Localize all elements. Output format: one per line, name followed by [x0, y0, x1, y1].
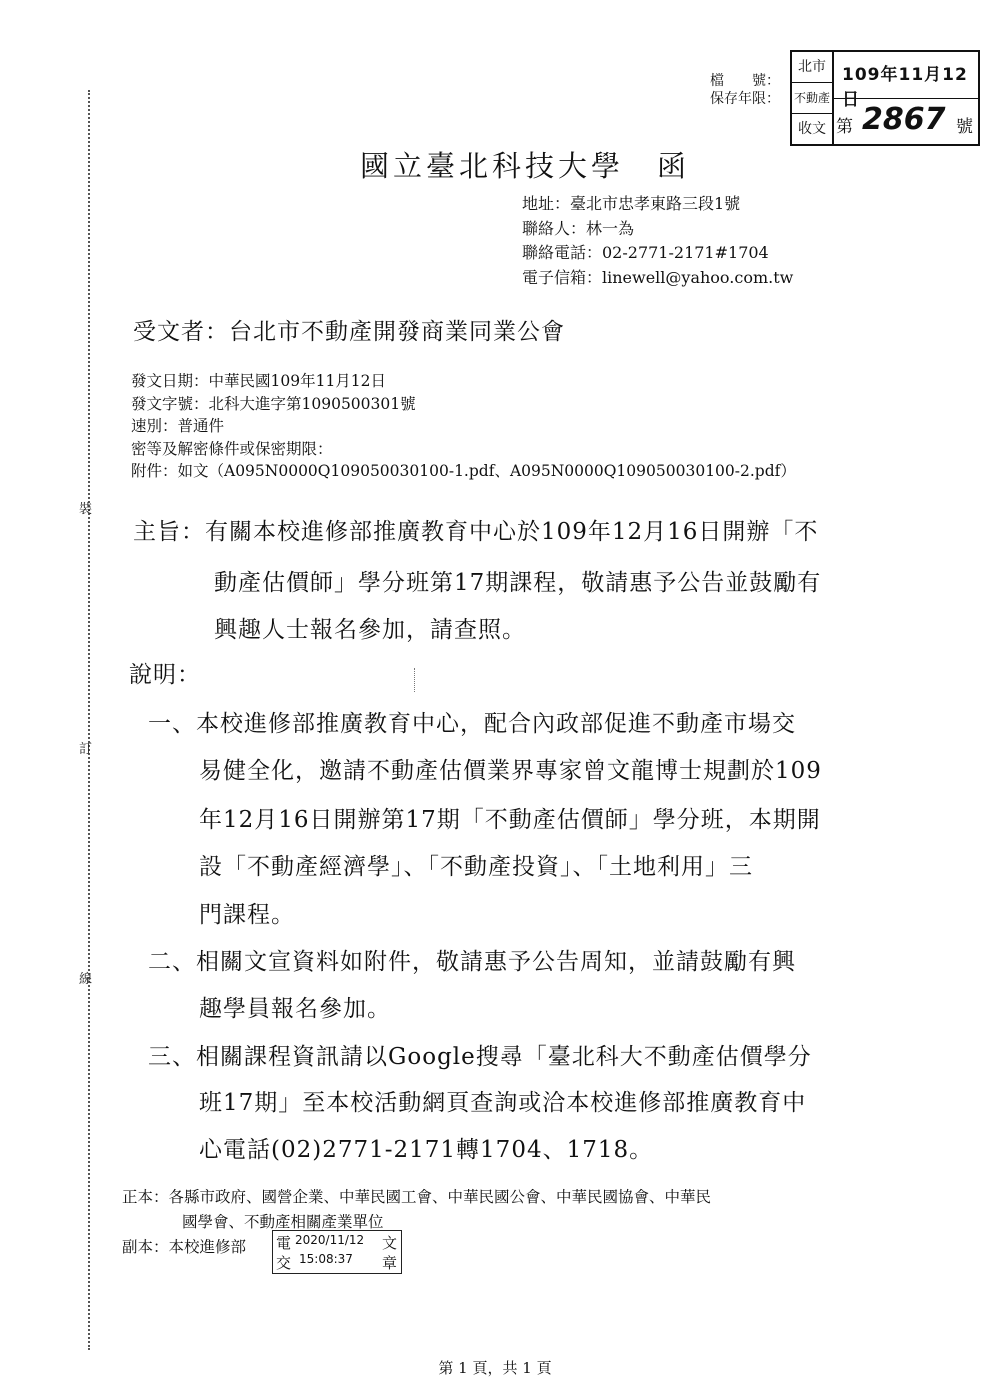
explanation-item-1-line: 門課程。 [199, 902, 295, 928]
contact-phone: 聯絡電話：02-2771-2171#1704 [522, 243, 769, 262]
subject-line: 興趣人士報名參加，請查照。 [214, 617, 526, 643]
original-recipients-cont: 國學會、不動產相關產業單位 [182, 1213, 384, 1231]
explanation-item-2-line: 趣學員報名參加。 [199, 996, 391, 1022]
archive-labels [700, 72, 780, 108]
receipt-stamp-no: 2867 [862, 102, 946, 137]
document-meta [131, 370, 796, 483]
recipient: 受文者：台北市不動產開發商業同業公會 [133, 319, 565, 345]
explanation-item-3-line: 三、相關課程資訊請以Google搜尋「臺北科大不動產估價學分 [148, 1044, 812, 1070]
receipt-stamp [790, 50, 980, 146]
contact-address: 地址：臺北市忠孝東路三段1號 [522, 194, 741, 213]
secrecy-level: 密等及解密條件或保密期限： [131, 439, 333, 458]
receipt-stamp-org-line: 北市 [792, 52, 832, 83]
binding-mark-zhuang: 裝 [79, 502, 93, 517]
receipt-stamp-org [792, 52, 834, 144]
e-stamp-right-top: 文 [381, 1234, 397, 1252]
speed-class: 速別：普通件 [131, 417, 225, 435]
receipt-stamp-date: 109年11月12日 [842, 65, 968, 110]
contact-email: 電子信箱：linewell@yahoo.com.tw [522, 267, 794, 287]
duplicate-recipients: 副本：本校進修部 [122, 1238, 247, 1256]
document-number: 發文字號：北科大進字第1090500301號 [131, 394, 416, 413]
e-exchange-stamp [272, 1230, 402, 1274]
receipt-stamp-no-prefix: 第 [836, 117, 853, 137]
receipt-stamp-org-line: 不動產 [792, 83, 832, 114]
explanation-item-1-line: 一、本校進修部推廣教育中心，配合內政部促進不動產市場交 [148, 711, 796, 737]
receipt-stamp-no-suffix: 號 [956, 117, 973, 137]
contact-person: 聯絡人：林一為 [522, 218, 635, 238]
explanation-item-1-line: 設「不動產經濟學」、「不動產投資」、「土地利用」三 [199, 854, 753, 880]
page-number: 第 1 頁，共 1 頁 [438, 1359, 552, 1377]
binding-mark-ding: 訂 [79, 742, 93, 757]
receipt-stamp-org-line: 收文 [798, 121, 826, 137]
original-recipients: 正本：各縣市政府、國營企業、中華民國工會、中華民國公會、中華民國協會、中華民 [122, 1188, 712, 1206]
e-stamp-date: 2020/11/12 [295, 1233, 365, 1247]
binding-mark-xian: 線 [79, 972, 93, 987]
explanation-item-1-line: 年12月16日開辦第17期「不動產估價師」學分班，本期開 [199, 807, 821, 833]
explanation-item-3-line: 心電話(02)2771-2171轉1704、1718。 [199, 1137, 654, 1163]
subject-line: 主旨：有關本校進修部推廣教育中心於109年12月16日開辦「不 [133, 519, 819, 545]
attachment-list: 附件：如文（A095N0000Q109050030100-1.pdf、A095N0000Q109050030100-2.pdf） [131, 462, 796, 480]
binding-dotted-line [88, 90, 90, 1350]
e-stamp-right-bottom: 章 [381, 1254, 397, 1272]
contact-block [522, 192, 793, 290]
e-stamp-left-top: 電 [276, 1234, 292, 1252]
explanation-item-3-line: 班17期」至本校活動網頁查詢或洽本校進修部推廣教育中 [199, 1090, 807, 1116]
e-stamp-time: 15:08:37 [299, 1252, 353, 1266]
subject-line: 動產估價師」學分班第17期課程，敬請惠予公告並鼓勵有 [214, 570, 822, 596]
issue-date: 發文日期：中華民國109年11月12日 [131, 372, 387, 390]
explanation-item-2-line: 二、相關文宣資料如附件，敬請惠予公告周知，並請鼓勵有興 [148, 949, 796, 975]
e-stamp-left-bottom: 交 [276, 1254, 292, 1272]
fold-mark [414, 668, 415, 692]
file-no-label: 檔 號： [710, 73, 780, 89]
explanation-heading: 說明： [129, 662, 201, 688]
document-title: 國立臺北科技大學 函 [360, 149, 691, 183]
explanation-item-1-line: 易健全化，邀請不動產估價業界專家曾文龍博士規劃於109 [199, 758, 822, 784]
retention-label: 保存年限： [710, 91, 780, 107]
